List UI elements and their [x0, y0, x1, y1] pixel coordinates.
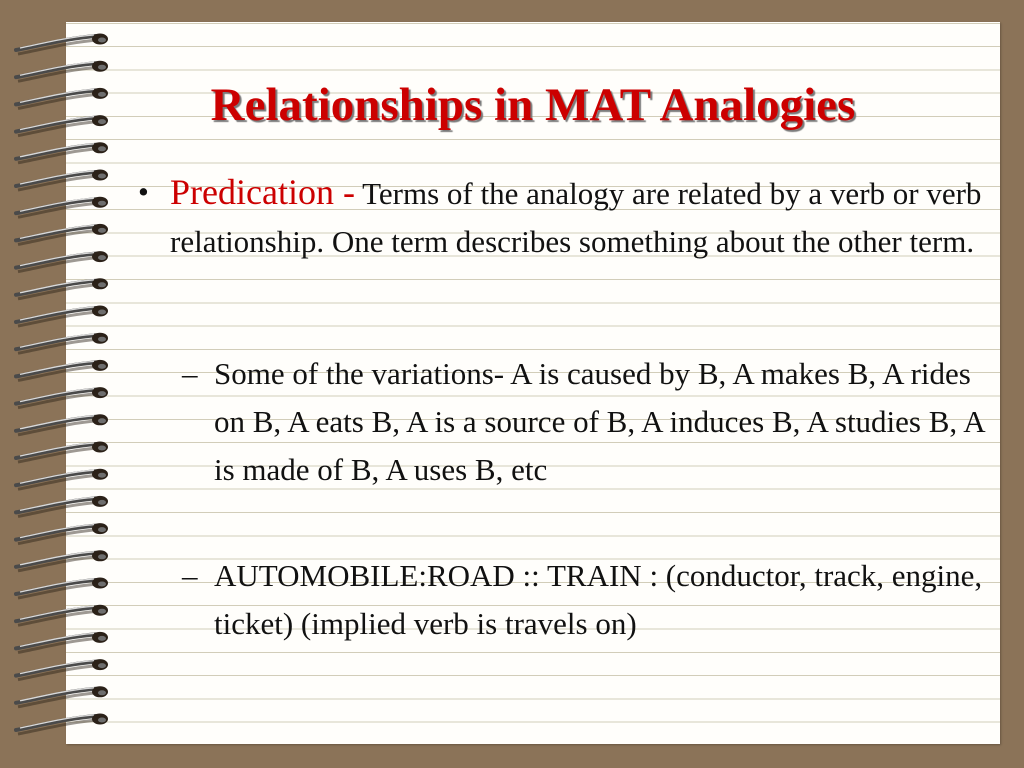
spiral-coil: [16, 659, 108, 680]
spiral-coil: [16, 170, 108, 191]
spiral-coil: [16, 442, 108, 463]
spiral-coil: [16, 414, 108, 435]
spiral-coil: [16, 387, 108, 408]
bullet-term: Predication -: [170, 172, 355, 212]
bullet-text: Terms of the analogy are related by a verb or verb relationship. One term describes something about the other term.: [170, 176, 982, 259]
spiral-coil: [16, 523, 108, 544]
spiral-coil: [16, 714, 108, 735]
spiral-coil: [16, 251, 108, 272]
spiral-coil: [16, 632, 108, 653]
spiral-coil: [16, 360, 108, 381]
spiral-coil: [16, 550, 108, 571]
spiral-coil: [16, 142, 108, 163]
spiral-coil: [16, 306, 108, 327]
spiral-coil: [16, 224, 108, 245]
bullet-predication: [132, 168, 1002, 266]
sub-item-marker: –: [182, 356, 198, 391]
sub-item-example: [132, 552, 1002, 648]
spiral-coil: [16, 686, 108, 707]
spiral-coil: [16, 197, 108, 218]
spiral-coil: [16, 61, 108, 81]
sub-item-variations: [132, 350, 1002, 494]
spiral-coil: [16, 578, 108, 599]
spiral-coil: [16, 469, 108, 490]
spiral-coil: [16, 333, 108, 354]
spiral-coil: [16, 496, 108, 517]
spiral-binding-icon: [10, 26, 110, 746]
slide-title: Relationships in MAT Analogies: [210, 79, 856, 131]
sub-item-marker: –: [182, 558, 198, 593]
spiral-coil: [16, 34, 108, 55]
bullet-marker: •: [138, 174, 149, 209]
spiral-coil: [16, 605, 108, 626]
spiral-coil: [16, 278, 108, 299]
sub-item-text: AUTOMOBILE:ROAD :: TRAIN : (conductor, track, engine, ticket) (implied verb is travels on): [214, 558, 983, 641]
slide-content: [132, 168, 1002, 648]
sub-item-text: Some of the variations- A is caused by B, A makes B, A rides on B, A eats B, A is a source of B, A induces B, A studies B, A is made of B, A uses B, etc: [214, 356, 984, 487]
